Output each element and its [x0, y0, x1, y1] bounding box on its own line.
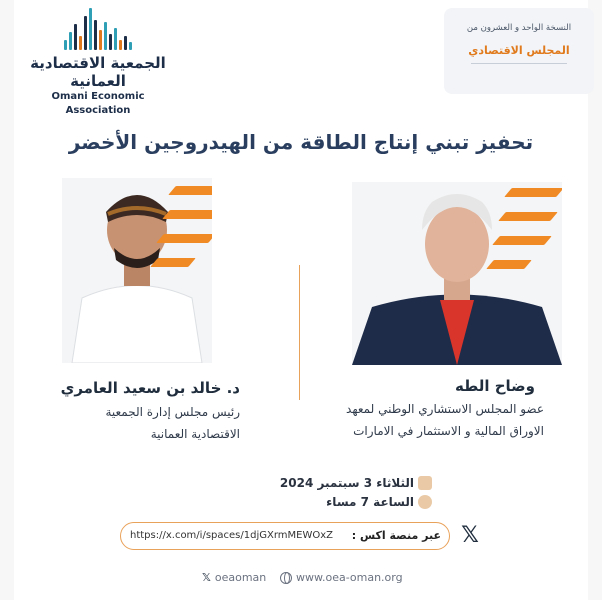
speaker-role-right-line2: الاوراق المالية و الاستثمار في الامارات [353, 424, 544, 438]
space-link-url[interactable]: https://x.com/i/spaces/1djGXrmMEWOxZ [130, 530, 333, 541]
speaker-role-left-line2: الاقتصادية العمانية [150, 427, 240, 441]
association-logo [18, 8, 178, 116]
speakers-divider [299, 265, 300, 400]
orange-stripes-right [492, 186, 562, 296]
logo-english-name: Omani Economic Association [51, 91, 145, 116]
speaker-role-right [294, 398, 544, 442]
logo-arabic-name: الجمعية الاقتصادية العمانية [30, 54, 166, 90]
globe-icon [280, 572, 292, 584]
event-date [280, 476, 432, 490]
space-link-label: عبر منصة اكس : [351, 529, 441, 542]
calendar-icon [418, 476, 432, 490]
footer-website[interactable] [280, 571, 403, 584]
speaker-role-left [40, 401, 240, 445]
edition-line: النسخة الواحد و العشرون من [466, 23, 572, 33]
event-title: تحفيز تبني إنتاج الطاقة من الهيدروجين الأخضر [68, 130, 534, 154]
x-small-icon: 𝕏 [202, 571, 211, 584]
footer-website-text: www.oea-oman.org [296, 571, 403, 584]
speaker-role-left-line1: رئيس مجلس إدارة الجمعية [105, 405, 240, 419]
logo-bars-icon [18, 8, 178, 50]
event-time-text: الساعة 7 مساء [326, 495, 414, 509]
event-time [326, 495, 432, 509]
space-link-bar[interactable] [120, 522, 450, 550]
x-logo-icon[interactable]: 𝕏 [461, 523, 479, 548]
speaker-name-right: وضاح الطه [455, 377, 535, 395]
speaker-photo-left [62, 178, 212, 363]
speaker-photo-right [352, 182, 562, 365]
edition-divider [471, 63, 567, 64]
clock-icon [418, 495, 432, 509]
edition-council: المجلس الاقتصادي [468, 44, 570, 57]
footer-x-handle[interactable] [202, 571, 266, 584]
footer-x-handle-text: oeaoman [214, 571, 267, 584]
event-date-text: الثلاثاء 3 سبتمبر 2024 [279, 476, 414, 490]
edition-box [444, 8, 594, 94]
orange-stripes-left [158, 184, 212, 294]
speaker-name-left: د. خالد بن سعيد العامري [60, 379, 240, 397]
speaker-role-right-line1: عضو المجلس الاستشاري الوطني لمعهد [346, 402, 544, 416]
